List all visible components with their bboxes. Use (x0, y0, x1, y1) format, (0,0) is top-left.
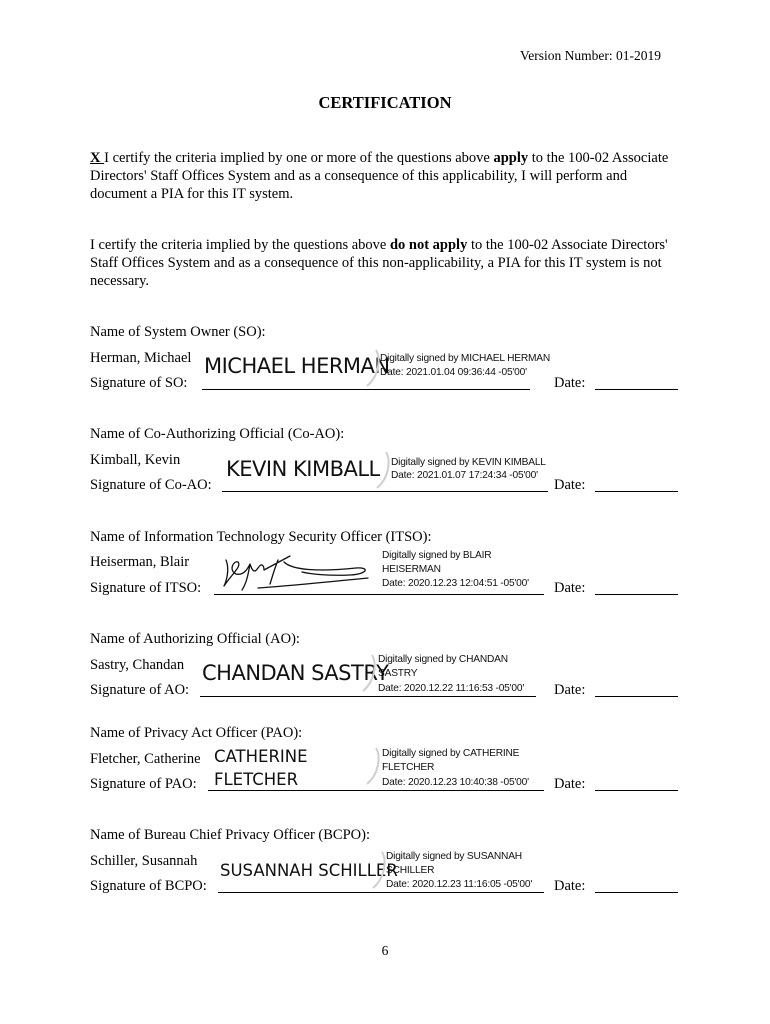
ao-date-label: Date: (554, 682, 586, 698)
coao-signature-label: Signature of Co-AO: (90, 477, 212, 493)
bcpo-name: Schiller, Susannah (90, 853, 198, 869)
not-apply-bold-text: do not apply (389, 237, 468, 253)
signature-stamp-icon (358, 653, 380, 693)
pao-name: Fletcher, Catherine (90, 751, 201, 767)
bcpo-heading: Name of Bureau Chief Privacy Officer (BCPO): (90, 827, 370, 843)
signature-stamp-icon (362, 746, 384, 786)
itso-date-line[interactable] (595, 594, 678, 595)
itso-heading: Name of Information Technology Security Officer (ITSO): (90, 529, 432, 545)
handwritten-signature-icon (218, 548, 378, 594)
coao-date-label: Date: (554, 477, 586, 493)
pao-printed-name-line2: FLETCHER (214, 770, 299, 789)
apply-text-before: I certify the criteria implied by one or more of the questions above (104, 150, 494, 166)
pao-date-line[interactable] (595, 790, 678, 791)
bcpo-signature-label: Signature of BCPO: (90, 878, 207, 894)
coao-heading: Name of Co-Authorizing Official (Co-AO): (90, 426, 345, 442)
page-title: CERTIFICATION (318, 93, 452, 112)
not-apply-text-after: to the 100-02 Associate Directors' Staff Offices System and as a consequence of this non-applicability, a PIA for this IT system is not necessary. (90, 237, 668, 289)
bcpo-printed-name: SUSANNAH SCHILLER (220, 861, 398, 880)
bcpo-digital-signer-cont: SCHILLER (386, 865, 435, 876)
itso-digital-signer-cont: HEISERMAN (382, 564, 441, 575)
apply-checkbox-mark[interactable]: X (90, 150, 105, 166)
bcpo-signature-line[interactable] (218, 892, 544, 893)
so-printed-name: MICHAEL HERMAN (204, 354, 390, 378)
bcpo-digital-signed-by: Digitally signed by SUSANNAH (386, 851, 522, 862)
coao-name: Kimball, Kevin (90, 452, 181, 468)
coao-date-line[interactable] (595, 491, 678, 492)
pao-signature-label: Signature of PAO: (90, 776, 197, 792)
so-signature-label: Signature of SO: (90, 375, 188, 391)
so-name: Herman, Michael (90, 350, 192, 366)
so-signature-line[interactable] (202, 389, 530, 390)
ao-signature-line[interactable] (200, 696, 536, 697)
certify-apply-paragraph (90, 149, 680, 203)
ao-heading: Name of Authorizing Official (AO): (90, 631, 300, 647)
itso-digital-signed-by: Digitally signed by BLAIR (382, 550, 492, 561)
so-digital-date: Date: 2021.01.04 09:36:44 -05'00' (380, 367, 527, 378)
not-apply-text-before: I certify the criteria implied by the questions above (90, 237, 390, 253)
so-digital-signed-by: Digitally signed by MICHAEL HERMAN (380, 353, 551, 364)
bcpo-digital-date: Date: 2020.12.23 11:16:05 -05'00' (386, 879, 533, 890)
ao-date-line[interactable] (595, 696, 678, 697)
bcpo-date-label: Date: (554, 878, 586, 894)
apply-text-after: to the 100-02 Associate Directors' Staff Offices System and as a consequence of this applicability, I will perform and document a PIA for this IT system. (90, 150, 669, 202)
ao-printed-name: CHANDAN SASTRY (202, 661, 389, 685)
certify-not-apply-paragraph (90, 236, 680, 290)
pao-digital-signed-by: Digitally signed by CATHERINE (382, 748, 520, 759)
coao-signature-line[interactable] (222, 491, 548, 492)
itso-date-label: Date: (554, 580, 586, 596)
pao-heading: Name of Privacy Act Officer (PAO): (90, 725, 303, 741)
itso-signature-label: Signature of ITSO: (90, 580, 202, 596)
pao-digital-date: Date: 2020.12.23 10:40:38 -05'00' (382, 777, 529, 788)
pao-date-label: Date: (554, 776, 586, 792)
bcpo-date-line[interactable] (595, 892, 678, 893)
ao-digital-signer-cont: SASTRY (378, 668, 418, 679)
coao-printed-name: KEVIN KIMBALL (226, 457, 380, 481)
page-number: 6 (381, 943, 389, 958)
ao-digital-date: Date: 2020.12.22 11:16:53 -05'00' (378, 683, 525, 694)
so-date-line[interactable] (595, 389, 678, 390)
so-heading: Name of System Owner (SO): (90, 324, 266, 340)
so-date-label: Date: (554, 375, 586, 391)
itso-signature-line[interactable] (214, 594, 544, 595)
ao-signature-label: Signature of AO: (90, 682, 190, 698)
pao-digital-signer-cont: FLETCHER (382, 762, 435, 773)
ao-name: Sastry, Chandan (90, 657, 185, 673)
ao-digital-signed-by: Digitally signed by CHANDAN (378, 654, 508, 665)
coao-digital-signed-by: Digitally signed by KEVIN KIMBALL (391, 457, 546, 468)
version-number: Version Number: 01-2019 (520, 48, 661, 63)
apply-bold-text: apply (493, 150, 529, 166)
pao-printed-name-line1: CATHERINE (214, 747, 308, 766)
coao-digital-date: Date: 2021.01.07 17:24:34 -05'00' (391, 470, 538, 481)
itso-digital-date: Date: 2020.12.23 12:04:51 -05'00' (382, 578, 529, 589)
itso-name: Heiserman, Blair (90, 554, 190, 570)
